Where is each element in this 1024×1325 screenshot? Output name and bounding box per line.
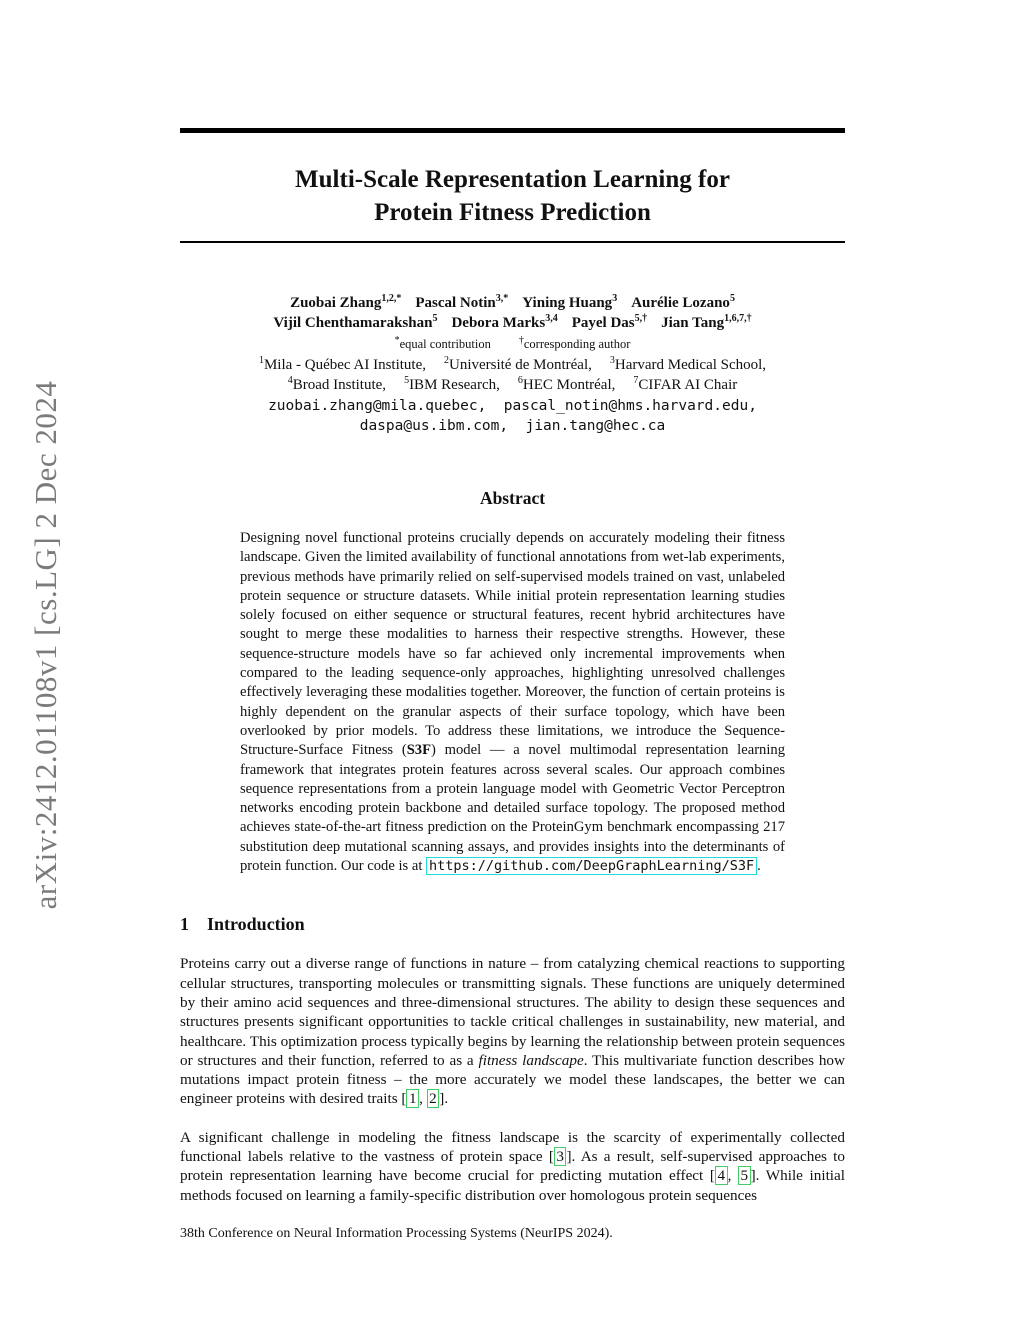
bold-term: S3F xyxy=(406,742,432,759)
citation-link[interactable]: 2 xyxy=(427,1089,440,1108)
affiliation: $^4$Broad Institute, xyxy=(287,375,387,393)
author-name: Yining Huang$^3$ xyxy=(522,293,618,311)
abstract-heading: Abstract xyxy=(479,488,546,508)
italic-term: fitness landscape xyxy=(478,1051,584,1069)
author-name: Payel Das$^{5,\dagger}$ xyxy=(571,313,648,331)
paper-title-line2: Protein Fitness Prediction xyxy=(374,199,651,226)
affiliation: $^7$CIFAR AI Chair xyxy=(633,375,738,393)
paper-title xyxy=(180,163,845,229)
author-lines xyxy=(180,293,845,333)
section-number: 1 xyxy=(180,914,189,935)
contribution-notes xyxy=(180,336,845,352)
author-block xyxy=(180,293,845,436)
title-rule-top xyxy=(180,128,845,133)
code-repository-link[interactable]: https://github.com/DeepGraphLearning/S3F xyxy=(426,857,757,875)
author-name: Pascal Notin$^{3,*}$ xyxy=(415,293,509,311)
author-name: Debora Marks$^{3,4}$ xyxy=(451,313,558,331)
section-title: Introduction xyxy=(207,914,305,935)
affiliation-line xyxy=(180,355,845,375)
title-rule-bottom xyxy=(180,241,845,243)
affiliation: $^1$Mila - Québec AI Institute, xyxy=(258,355,426,373)
author-line xyxy=(180,313,845,333)
citation-link[interactable]: 5 xyxy=(738,1166,751,1185)
paper-title-line1: Multi-Scale Representation Learning for xyxy=(295,166,730,193)
section-heading-introduction xyxy=(180,914,845,935)
citation-link[interactable]: 1 xyxy=(406,1089,419,1108)
arxiv-watermark: arXiv:2412.01108v1 [cs.LG] 2 Dec 2024 xyxy=(28,380,63,910)
author-line xyxy=(180,293,845,313)
author-name: Zuobai Zhang$^{1,2,*}$ xyxy=(290,293,402,311)
email-block xyxy=(180,396,845,436)
affiliation-line xyxy=(180,375,845,395)
intro-paragraph: Proteins carry out a diverse range of functions in nature – from catalyzing chemical reactions to supporting cellular structures, transporting molecules or transmitting signals. These functions are uniquely determined by their amino acid sequences and three-dimensional structures. The ability to design these sequences and structures presents significant opportunities to tackle critical challenges in sustainability, new material, and healthcare. This optimization process typically begins by learning the relationship between protein sequences or structures and their function, referred to as a fitness landscape. This multivariate function describes how mutations impact protein fitness – the more accurately we model these landscapes, the better we can engineer proteins with desired traits [ 1 , 2 ]. xyxy=(180,955,845,1108)
abstract-body: Designing novel functional proteins crucially depends on accurately modeling their fitness landscape. Given the limited availability of functional annotations from wet-lab experiments, previous methods have primarily relied on self-supervised models trained on vast, unlabeled protein sequence or structure datasets. While initial protein representation learning studies solely focused on either sequence or structural features, recent hybrid architectures have sought to merge these modalities to harness their respective strengths. However, these sequence-structure models have so far achieved only incremental improvements when compared to the leading sequence-only approaches, highlighting unresolved challenges effectively leveraging these modalities together. Moreover, the function of certain proteins is highly dependent on the granular aspects of their surface topology, which have been overlooked by prior models. To address these limitations, we introduce the Sequence-Structure-Surface Fitness (S3F) model — a novel multimodal representation learning framework that integrates protein features across several scales. Our approach combines sequence representations from a protein language model with Geometric Vector Perceptron networks encoding protein backbone and detailed surface topology. The proposed method achieves state-of-the-art fitness prediction on the ProteinGym benchmark encompassing 217 substitution deep mutational scanning assays, and provides insights into the determinants of protein function. Our code is at https://github.com/DeepGraphLearning/S3F . xyxy=(240,530,786,875)
affiliation-lines xyxy=(180,355,845,395)
contribution-note: †corresponding author xyxy=(518,334,631,351)
citation-link[interactable]: 3 xyxy=(554,1147,567,1166)
email-line: daspa@us.ibm.com, jian.tang@hec.ca xyxy=(359,418,666,434)
intro-paragraph: A significant challenge in modeling the fitness landscape is the scarcity of experimentally collected functional labels relative to the vastness of protein space [ 3 ]. As a result, self-supervised approaches to protein representation learning have become crucial for predicting mutation effect [ 4 , 5 ]. While initial methods focused on learning a family-specific distribution over homologous protein sequences xyxy=(180,1128,845,1204)
affiliation: $^6$HEC Montréal, xyxy=(517,375,616,393)
author-name: Aurélie Lozano$^5$ xyxy=(631,293,735,311)
affiliation: $^3$Harvard Medical School, xyxy=(609,355,767,373)
contribution-note: *equal contribution xyxy=(394,334,491,351)
introduction-paragraphs xyxy=(180,954,845,1205)
footer-conference-note: 38th Conference on Neural Information Processing Systems (NeurIPS 2024). xyxy=(180,1226,613,1241)
affiliation: $^2$Université de Montréal, xyxy=(443,355,592,373)
email-line: zuobai.zhang@mila.quebec, pascal_notin@hms.harvard.edu, xyxy=(268,398,757,414)
author-name: Vijil Chenthamarakshan$^5$ xyxy=(273,313,438,331)
author-name: Jian Tang$^{1,6,7,\dagger}$ xyxy=(661,313,752,331)
affiliation: $^5$IBM Research, xyxy=(404,375,500,393)
paper-content xyxy=(180,128,845,1205)
citation-link[interactable]: 4 xyxy=(715,1166,728,1185)
